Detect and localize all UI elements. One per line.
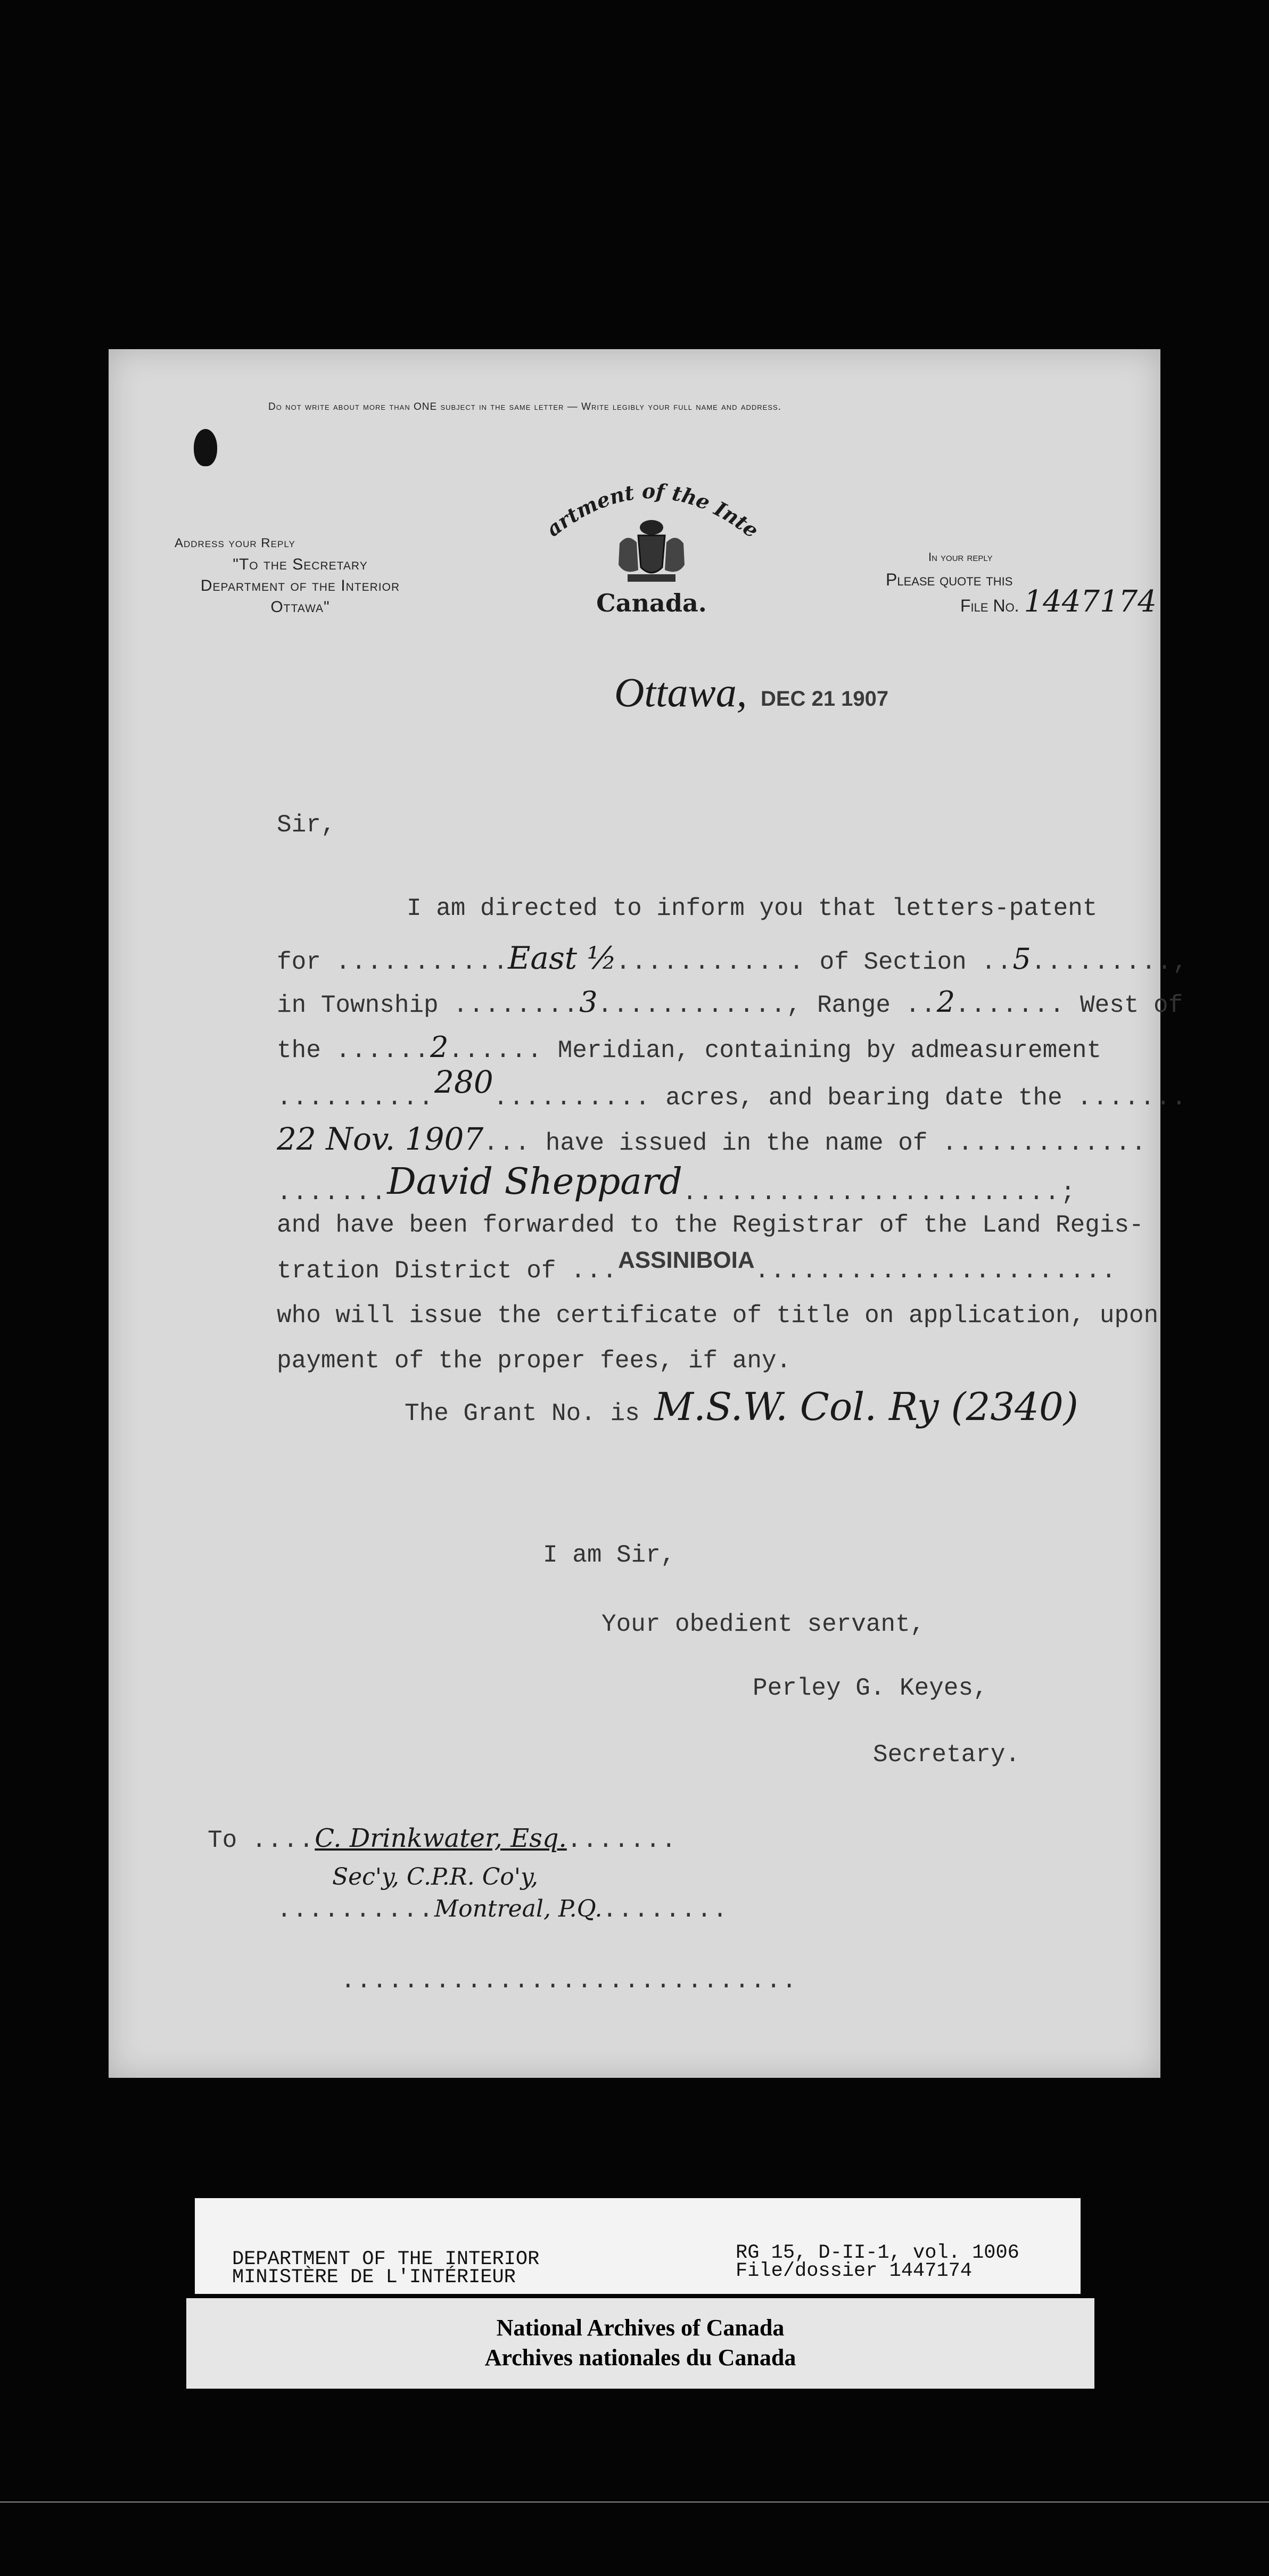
range-value: 2 [936,985,955,1019]
address-reply-line4: Ottawa" [270,598,330,616]
body-line-3: in Township ........3............, Range ..2....... West of [277,985,1183,1019]
department-crest [534,456,769,615]
signer-title: Secretary. [873,1741,1020,1769]
date-stamp: DEC 21 1907 [761,687,889,711]
bottom-rule [0,2501,1269,2503]
for-label: for [277,948,321,976]
township-label: in Township [277,992,439,1019]
district-value: ASSINIBOIA [617,1247,755,1273]
archive-dept-fr: MINISTÈRE DE L'INTÉRIEUR [232,2266,516,2289]
quote-reply-block [886,546,1163,617]
addressee-name: C. Drinkwater, Esq. [315,1823,567,1853]
body-line-1: I am directed to inform you that letters-patent [407,895,1098,922]
address-reply-line2: "To the Secretary [233,556,368,573]
crest-top-text: artment of the Inte [541,478,763,541]
grant-line [405,1384,1078,1429]
address-reply-line1: Address your Reply [175,536,295,550]
issued-label: have issued in the name of [545,1129,928,1157]
addressee-position: Sec'y, C.P.R. Co'y, [332,1863,539,1890]
archive-reference-label [195,2198,1081,2294]
salutation: Sir, [277,811,336,839]
closing-line2: Your obedient servant, [601,1611,925,1638]
grant-label: The Grant No. is [405,1400,640,1427]
place-ottawa: Ottawa, [614,669,747,715]
addressee-line3: ..........Montreal, P.Q......... [277,1895,729,1924]
for-value: East ½ [508,940,617,976]
archives-banner-fr: Archives nationales du Canada [484,2344,796,2371]
section-value: 5 [1012,942,1031,976]
meridian-label: Meridian, containing by admeasurement [557,1037,1102,1064]
patentee-name: David Sheppard [387,1161,682,1203]
meridian-value: 2 [430,1030,449,1064]
range-label: Range [817,992,891,1019]
address-reply-line3: Department of the Interior [200,577,400,595]
the-label: the [277,1037,321,1064]
signer-name: Perley G. Keyes, [753,1674,988,1702]
archive-dept-en: DEPARTMENT OF THE INTERIOR [232,2248,540,2270]
body-line-6: 22 Nov. 1907... have issued in the name of ............. [277,1121,1147,1157]
file-no-label: File No. [960,596,1019,615]
file-no-value: 1447174 [1024,584,1157,619]
body-line-11: payment of the proper fees, if any. [277,1347,792,1375]
grant-value: M.S.W. Col. Ry (2340) [654,1384,1078,1429]
section-label: of Section [819,948,967,976]
quote-reply-line2: Please quote this [886,570,1013,589]
township-value: 3 [579,985,598,1019]
coat-of-arms-icon [609,517,694,586]
addressee-line4: ............................. [341,1967,798,1995]
acres-label: acres, and bearing date the [665,1084,1062,1112]
body-line-5: ..........280.......... acres, and bearing date the ....... [277,1064,1188,1112]
issue-date: 22 Nov. 1907 [277,1121,484,1157]
crest-bottom-text: Canada. [596,589,707,617]
punch-hole [194,429,217,466]
body-line-4: the ......2...... Meridian, containing by admeasurement [277,1030,1102,1064]
archive-ref: RG 15, D-II-1, vol. 1006 [736,2242,1019,2264]
district-label: tration District of [277,1257,556,1285]
address-reply-block [162,533,439,618]
body-line-9: tration District of ...ASSINIBOIA....................... [277,1247,1117,1285]
archive-file: File/dossier 1447174 [736,2260,973,2282]
addressee-city: Montreal, P.Q. [434,1895,603,1922]
body-line-7: .......David Sheppard........................; [277,1161,1076,1207]
letter-page [109,349,1189,2078]
acres-value: 280 [434,1064,493,1100]
quote-reply-line1: In your reply [928,550,993,564]
addressee-line1: To ....C. Drinkwater, Esq........ [208,1823,678,1854]
body-line-8: and have been forwarded to the Registrar of the Land Regis- [277,1211,1144,1239]
top-notice: Do not write about more than ONE subject in the same letter — Write legibly your full name and address. [268,401,781,412]
west-label: West of [1080,992,1183,1019]
national-archives-banner [186,2298,1094,2389]
body-line-10: who will issue the certificate of title on application, upon [277,1302,1159,1330]
archives-banner-en: National Archives of Canada [496,2315,785,2341]
body-line-2: for ...........East ½............ of Section ..5........., [277,940,1189,976]
closing-line1: I am Sir, [543,1541,675,1569]
to-label: To [208,1827,237,1854]
